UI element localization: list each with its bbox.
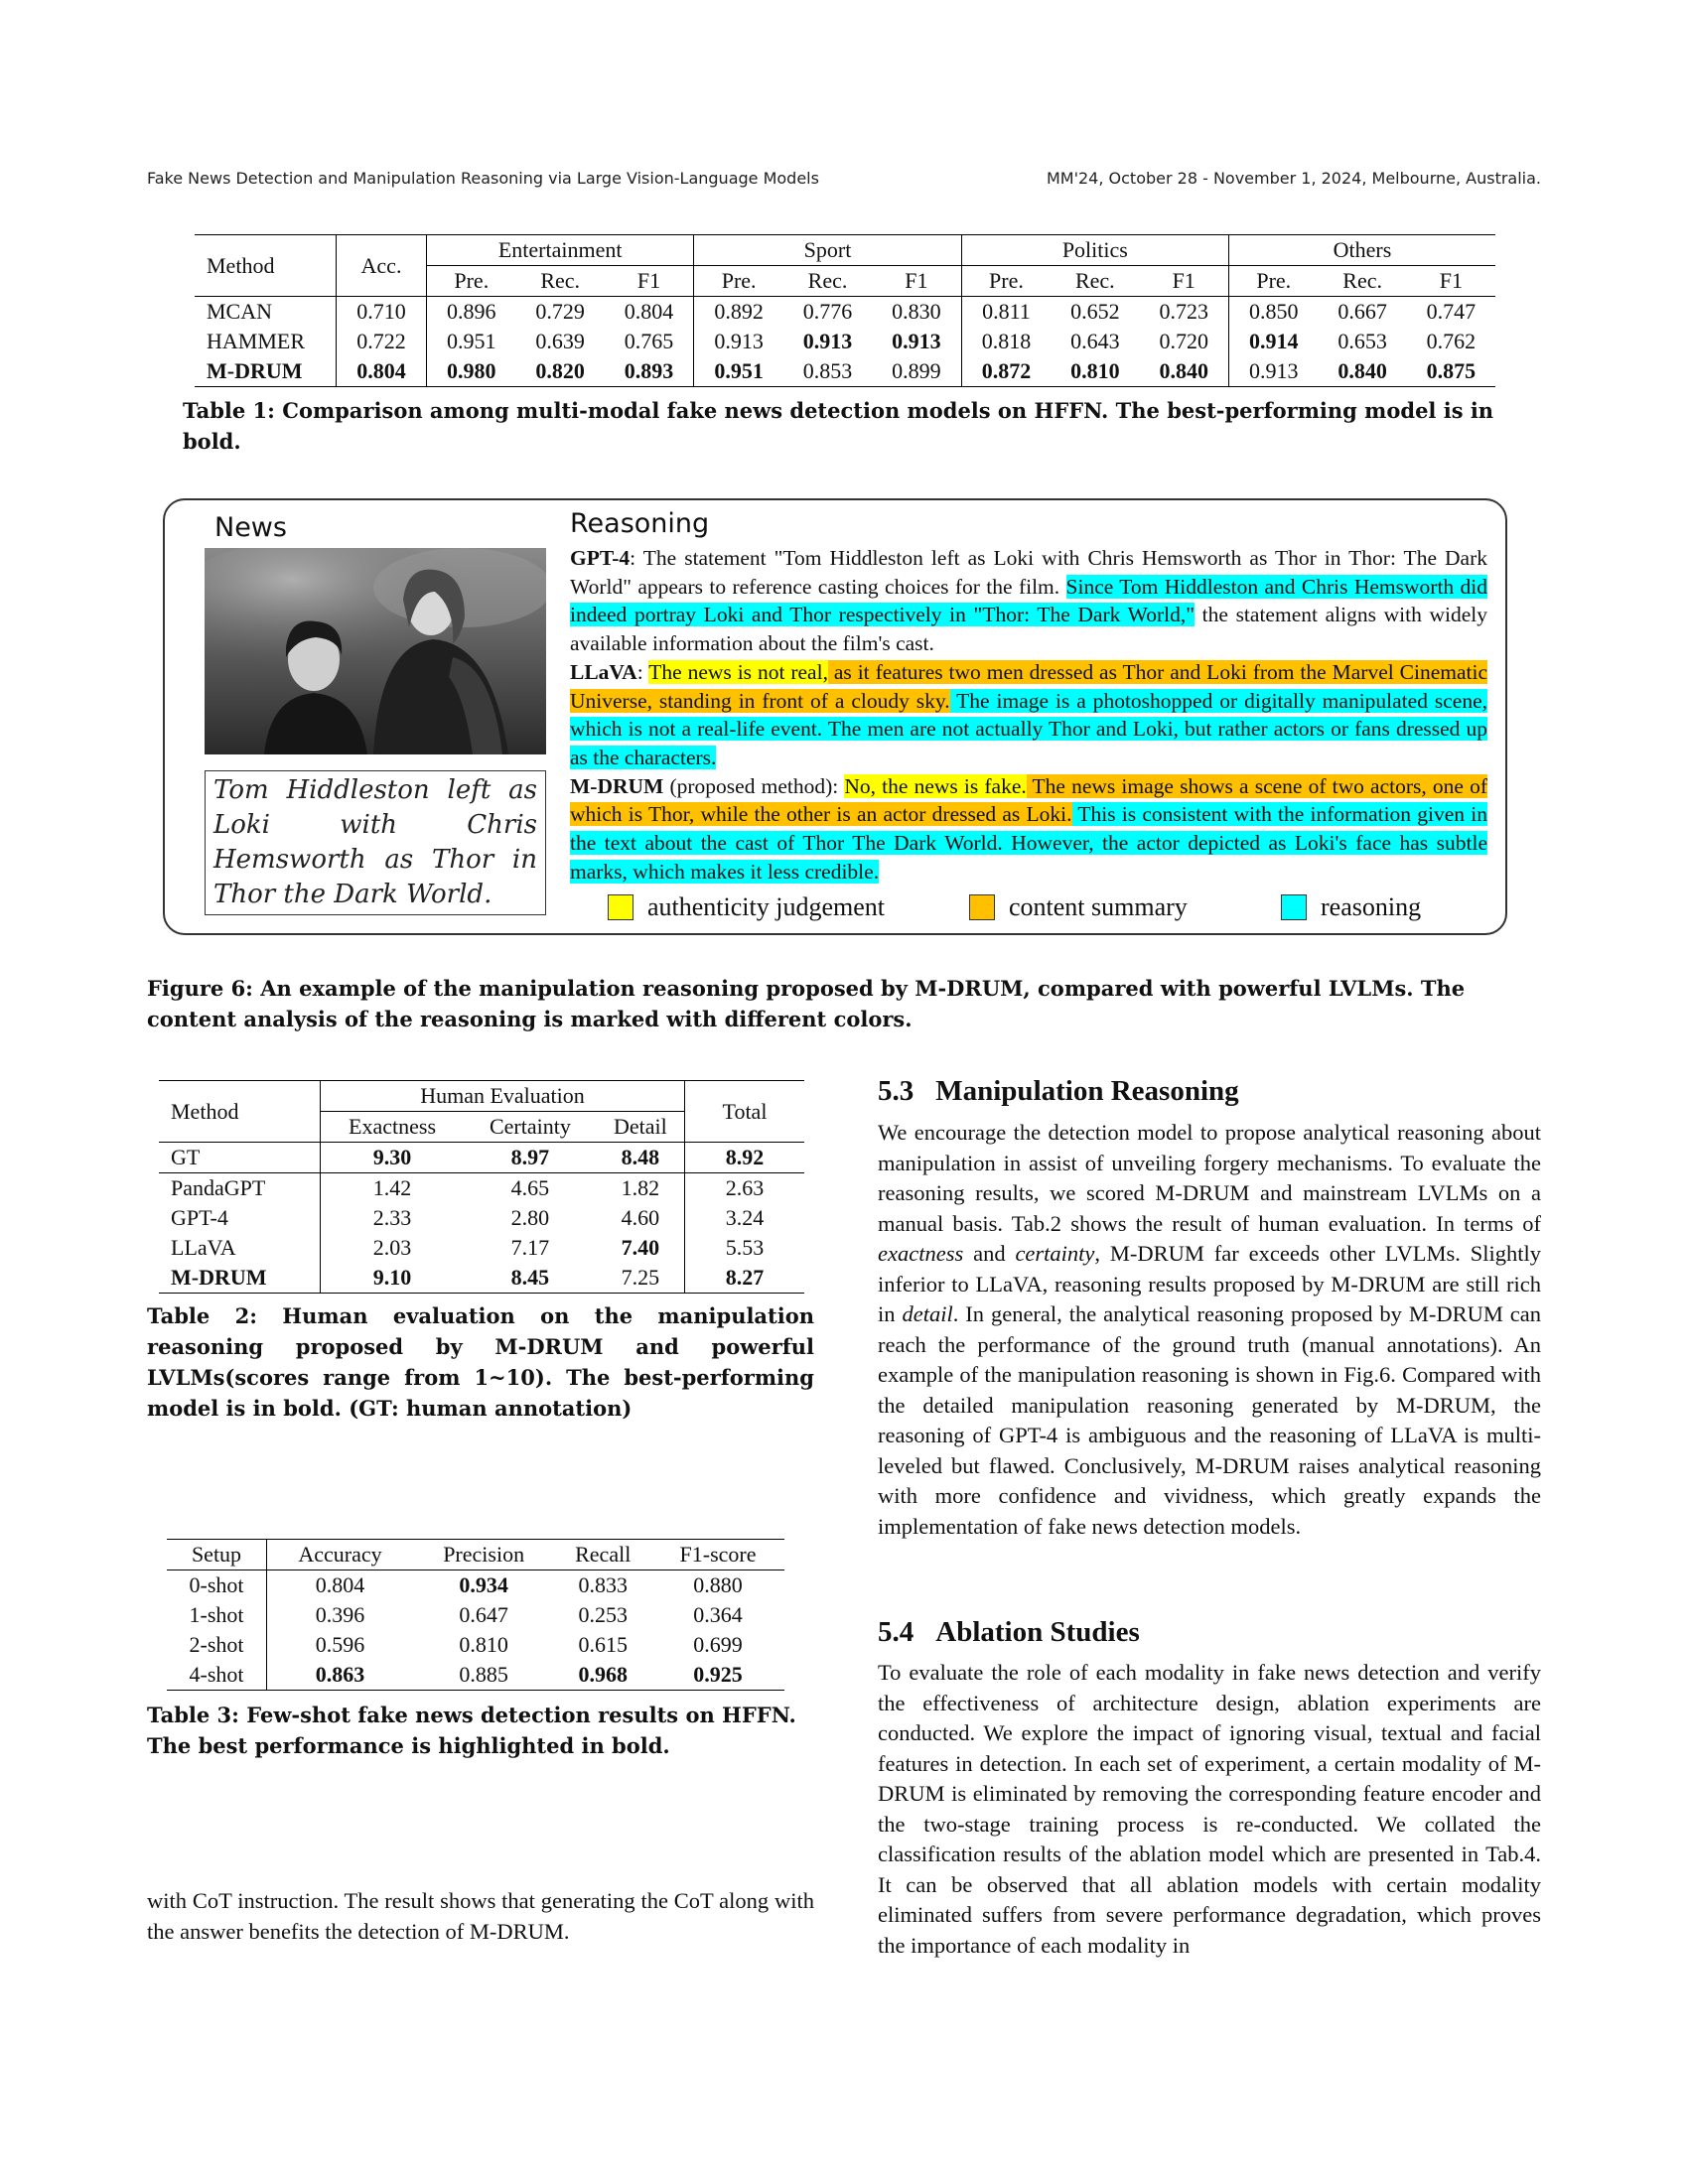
t1-cell: 0.776 xyxy=(783,297,872,328)
t2-row-method: PandaGPT xyxy=(159,1173,321,1204)
t3-cell: 0.925 xyxy=(651,1660,784,1691)
t1-header-method: Method xyxy=(195,235,337,297)
table-row xyxy=(195,297,1495,328)
t2-cell: 8.92 xyxy=(685,1143,805,1173)
t3-cell: 0.615 xyxy=(578,1632,628,1657)
t1-cell: 0.723 xyxy=(1139,297,1228,328)
table-row xyxy=(159,1203,804,1233)
left-column-paragraph: with CoT instruction. The result shows that generating the CoT along with the answer benefits the detection of M-DRUM. xyxy=(147,1888,814,1944)
t1-cell: 0.840 xyxy=(1319,356,1407,387)
text-run: and xyxy=(963,1241,1016,1266)
figure-6-caption: Figure 6: An example of the manipulation reasoning proposed by M-DRUM, compared with powerful LVLMs. The content analysis of the reasoning is marked with different colors. xyxy=(147,976,1466,1031)
t1-cell: 0.643 xyxy=(1070,329,1120,353)
t1-sub-rec: Rec. xyxy=(1074,268,1115,293)
t3-cell: 0.364 xyxy=(693,1602,743,1627)
t3-setup: 2-shot xyxy=(167,1630,267,1660)
t1-sub-pre: Pre. xyxy=(721,268,757,293)
mdrum-authenticity-highlight: No, the news is fake. xyxy=(844,773,1027,798)
t2-cell: 7.17 xyxy=(510,1235,550,1260)
t2-sub: Certainty xyxy=(489,1114,571,1139)
table-row xyxy=(159,1173,804,1204)
t1-cell: 0.914 xyxy=(1249,329,1299,353)
legend-label: authenticity judgement xyxy=(647,892,885,921)
mdrum-reasoning xyxy=(570,772,1487,887)
t1-cell: 0.896 xyxy=(427,297,516,328)
cyan-swatch-icon xyxy=(1281,894,1307,920)
t1-cell: 0.980 xyxy=(427,356,516,387)
t3-cell: 0.863 xyxy=(267,1660,413,1691)
t2-cell: 8.97 xyxy=(464,1143,597,1173)
t1-cell: 0.951 xyxy=(694,356,783,387)
t1-cell: 0.899 xyxy=(872,356,961,387)
t1-sub-rec: Rec. xyxy=(1342,268,1382,293)
t2-header-total: Total xyxy=(685,1081,805,1143)
reasoning-heading: Reasoning xyxy=(570,508,710,539)
t2-group-human-eval: Human Evaluation xyxy=(321,1081,685,1112)
news-photo xyxy=(205,548,546,754)
t1-cell: 0.818 xyxy=(981,329,1032,353)
t1-sub-rec: Rec. xyxy=(807,268,848,293)
running-header-venue: MM'24, October 28 - November 1, 2024, Melbourne, Australia. xyxy=(1046,169,1541,188)
reasoning-text xyxy=(570,544,1487,886)
t1-cell: 0.840 xyxy=(1139,356,1228,387)
t3-header: Precision xyxy=(413,1540,554,1570)
t1-cell: 0.722 xyxy=(337,327,427,356)
t1-sub-f1: F1 xyxy=(1439,268,1463,293)
t1-cell: 0.951 xyxy=(447,329,496,353)
section-5-4-heading xyxy=(878,1616,1140,1649)
t3-cell: 0.934 xyxy=(413,1570,554,1601)
t1-group-entertainment: Entertainment xyxy=(427,235,694,266)
t2-sub: Detail xyxy=(597,1112,685,1143)
t1-cell: 0.913 xyxy=(802,329,853,353)
t1-row-method: HAMMER xyxy=(195,327,337,356)
emphasis: certainty xyxy=(1015,1241,1095,1266)
mdrum-label: M-DRUM xyxy=(570,773,664,798)
news-photo-image xyxy=(205,548,546,754)
t1-header-acc: Acc. xyxy=(337,235,427,297)
t2-header-method: Method xyxy=(159,1081,321,1143)
t1-sub-pre: Pre. xyxy=(989,268,1024,293)
t1-group-sport: Sport xyxy=(694,235,961,266)
llava-label: LLaVA xyxy=(570,659,637,684)
t3-cell: 0.253 xyxy=(578,1602,628,1627)
t2-cell: 4.65 xyxy=(464,1173,597,1204)
t2-cell: 5.53 xyxy=(725,1235,765,1260)
t1-sub-pre: Pre. xyxy=(454,268,490,293)
section-number: 5.4 xyxy=(878,1616,914,1648)
legend-content xyxy=(969,892,1188,922)
table-2 xyxy=(159,1080,804,1294)
t2-cell: 2.63 xyxy=(685,1173,805,1204)
t2-cell: 2.03 xyxy=(372,1235,412,1260)
t2-cell: 4.60 xyxy=(597,1203,685,1233)
t3-header: Recall xyxy=(554,1540,651,1570)
t1-cell: 0.875 xyxy=(1407,356,1495,387)
t1-cell: 0.913 xyxy=(714,329,764,353)
section-title: Ablation Studies xyxy=(935,1616,1140,1648)
t2-cell: 1.42 xyxy=(321,1173,465,1204)
legend-label: reasoning xyxy=(1321,892,1422,921)
legend-authenticity xyxy=(608,892,885,922)
t2-cell: 8.27 xyxy=(685,1263,805,1294)
figure-6 xyxy=(163,498,1507,935)
t3-cell: 0.804 xyxy=(267,1570,413,1601)
t3-cell: 0.396 xyxy=(315,1602,365,1627)
emphasis: detail xyxy=(902,1301,953,1326)
t1-cell: 0.913 xyxy=(872,327,961,356)
t1-row-method: MCAN xyxy=(195,297,337,328)
t2-row-method: LLaVA xyxy=(159,1233,321,1263)
section-5-3-paragraph xyxy=(878,1118,1541,1542)
t1-cell: 0.747 xyxy=(1407,297,1495,328)
t3-cell: 0.968 xyxy=(554,1660,651,1691)
t3-cell: 0.810 xyxy=(459,1632,508,1657)
llava-reasoning xyxy=(570,658,1487,772)
table-2-caption: Table 2: Human evaluation on the manipulation reasoning proposed by M-DRUM and powerful LVLMs(scores range from 1~10). The best-performing model is in bold. (GT: human annotation) xyxy=(147,1303,814,1421)
text-run: , M-DRUM far exceeds other LVLMs. Slightly inferior to LLaVA, reasoning results proposed by M-DRUM are still rich in xyxy=(878,1241,1541,1326)
table-row xyxy=(167,1660,784,1691)
emphasis: exactness xyxy=(878,1241,964,1266)
table-1 xyxy=(195,234,1495,387)
t3-cell: 0.880 xyxy=(651,1570,784,1601)
llava-summary-highlight: as it features two men dressed as Thor and Loki from the Marvel Cinematic Universe, standing in front of a cloudy sky. xyxy=(570,659,1487,713)
table-row xyxy=(167,1570,784,1601)
gpt4-label: GPT-4 xyxy=(570,546,631,570)
t1-sub-f1: F1 xyxy=(1139,266,1228,297)
table-row xyxy=(167,1630,784,1660)
orange-swatch-icon xyxy=(969,894,995,920)
llava-reasoning-highlight: The image is a photoshopped or digitally manipulated scene, which is not a real-life event. The men are not actually Thor and Loki, but rather actors or fans dressed up as the characters. xyxy=(570,688,1487,769)
t1-cell: 0.810 xyxy=(1051,356,1139,387)
t3-setup: 0-shot xyxy=(167,1570,267,1601)
t1-cell: 0.729 xyxy=(516,297,605,328)
table-row xyxy=(159,1233,804,1263)
text-run: We encourage the detection model to propose analytical reasoning about manipulation in assist of unveiling forgery mechanisms. To evaluate the reasoning results, we scored M-DRUM and mainstream LVLMs on a manual basis. Tab.2 shows the result of human evaluation. In terms of xyxy=(878,1120,1541,1236)
table-1-caption: Table 1: Comparison among multi-modal fake news detection models on HFFN. The best-performing model is in bold. xyxy=(183,398,1494,454)
t2-cell: 9.10 xyxy=(321,1263,465,1294)
t1-cell: 0.804 xyxy=(337,356,427,387)
t1-cell: 0.853 xyxy=(783,356,872,387)
table-row xyxy=(159,1143,804,1173)
t2-row-method: M-DRUM xyxy=(159,1263,321,1294)
t1-cell: 0.667 xyxy=(1319,297,1407,328)
t3-header: Setup xyxy=(167,1540,267,1570)
t2-cell: 7.40 xyxy=(597,1233,685,1263)
section-5-4-paragraph: To evaluate the role of each modality in fake news detection and verify the effectiveness of architecture design, ablation experiments are conducted. We explore the impact of ignoring visual, textual and facial features in detection. In each set of experiment, a certain modality of M-DRUM is eliminated by removing the corresponding feature encoder and the two-stage training process is re-conducted. We collated the classification results of the ablation model which are presented in Tab.4. It can be observed that all ablation models with certain modality eliminated suffers from severe performance degradation, which proves the importance of each modality in xyxy=(878,1660,1541,1958)
t1-cell: 0.913 xyxy=(1228,356,1318,387)
t1-group-politics: Politics xyxy=(961,235,1228,266)
t3-cell: 0.647 xyxy=(459,1602,508,1627)
gpt4-plain: : The statement "Tom Hiddleston left as Loki with Chris Hemsworth as Thor in Thor: The Dark World" appears to reference casting choices for the film. xyxy=(570,546,1487,599)
t1-cell: 0.720 xyxy=(1139,327,1228,356)
t1-cell: 0.820 xyxy=(516,356,605,387)
text-run: . In general, the analytical reasoning proposed by M-DRUM can reach the performance of the ground truth (manual annotations). An example of the manipulation reasoning is shown in Fig.6. Compared with the detailed manipulation reasoning generated by M-DRUM, the reasoning of GPT-4 is ambiguous and the reasoning of LLaVA is multi-leveled but flawed. Conclusively, M-DRUM raises analytical reasoning with more confidence and vividness, which greatly expands the implementation of fake news detection models. xyxy=(878,1301,1541,1539)
t1-cell: 0.893 xyxy=(605,356,694,387)
legend-label: content summary xyxy=(1009,892,1188,921)
t3-cell: 0.596 xyxy=(315,1632,365,1657)
t2-row-method: GT xyxy=(159,1143,321,1173)
t1-sub-f1: F1 xyxy=(605,266,694,297)
table-row xyxy=(195,327,1495,356)
section-5-3-heading xyxy=(878,1075,1239,1108)
t1-cell: 0.652 xyxy=(1051,297,1139,328)
section-title: Manipulation Reasoning xyxy=(935,1075,1239,1107)
t1-cell: 0.762 xyxy=(1426,329,1477,353)
table-3-caption: Table 3: Few-shot fake news detection results on HFFN. The best performance is highlighted in bold. xyxy=(147,1703,796,1758)
mdrum-summary-highlight: The news image shows a scene of two actors, one of which is Thor, while the other is an actor dressed as Loki. xyxy=(570,773,1487,827)
t3-cell: 0.699 xyxy=(693,1632,743,1657)
t1-sub-pre: Pre. xyxy=(1256,268,1292,293)
running-header-title: Fake News Detection and Manipulation Reasoning via Large Vision-Language Models xyxy=(147,169,819,188)
news-text: Tom Hiddleston left as Loki with Chris Hemsworth as Thor in Thor the Dark World. xyxy=(205,770,546,915)
gpt4-reasoning-highlight: Since Tom Hiddleston and Chris Hemsworth did indeed portray Loki and Thor respectively in "Thor: The Dark World," xyxy=(570,574,1488,627)
t2-cell: 3.24 xyxy=(725,1205,765,1230)
table-row xyxy=(167,1600,784,1630)
t1-sub-f1: F1 xyxy=(872,266,961,297)
t2-cell: 2.33 xyxy=(372,1205,412,1230)
t1-cell: 0.892 xyxy=(694,297,783,328)
t2-cell: 8.48 xyxy=(597,1143,685,1173)
news-heading: News xyxy=(214,512,287,543)
t2-sub: Exactness xyxy=(349,1114,436,1139)
mdrum-note: (proposed method): xyxy=(663,773,845,798)
t1-group-others: Others xyxy=(1228,235,1495,266)
t3-setup: 1-shot xyxy=(167,1600,267,1630)
t1-cell: 0.710 xyxy=(337,297,427,328)
t2-row-method: GPT-4 xyxy=(159,1203,321,1233)
t2-cell: 9.30 xyxy=(321,1143,465,1173)
t1-cell: 0.639 xyxy=(535,329,585,353)
t2-cell: 2.80 xyxy=(510,1205,550,1230)
gpt4-tail: the statement aligns with widely available information about the film's cast. xyxy=(570,603,1487,656)
table-3 xyxy=(167,1539,784,1691)
t1-cell: 0.811 xyxy=(961,297,1051,328)
t1-cell: 0.804 xyxy=(605,297,694,328)
yellow-swatch-icon xyxy=(608,894,633,920)
table-row xyxy=(195,356,1495,387)
t1-cell: 0.850 xyxy=(1228,297,1318,328)
gpt4-reasoning xyxy=(570,544,1487,658)
t3-cell: 0.885 xyxy=(413,1660,554,1691)
t2-cell: 8.45 xyxy=(464,1263,597,1294)
t1-sub-rec: Rec. xyxy=(540,268,581,293)
t1-row-method: M-DRUM xyxy=(195,356,337,387)
t2-cell: 1.82 xyxy=(597,1173,685,1204)
t2-cell: 7.25 xyxy=(597,1263,685,1294)
t1-cell: 0.830 xyxy=(872,297,961,328)
t3-header: Accuracy xyxy=(267,1540,413,1570)
llava-authenticity-highlight: The news is not real, xyxy=(648,659,828,684)
t3-cell: 0.833 xyxy=(554,1570,651,1601)
legend-reasoning xyxy=(1281,892,1421,922)
mdrum-reasoning-highlight: This is consistent with the information given in the text about the cast of Thor The Dark World. However, the actor depicted as Loki's face has subtle marks, which makes it less credible. xyxy=(570,802,1488,884)
t1-cell: 0.872 xyxy=(961,356,1051,387)
t3-setup: 4-shot xyxy=(167,1660,267,1691)
t1-cell: 0.653 xyxy=(1337,329,1387,353)
t1-cell: 0.765 xyxy=(605,327,694,356)
colon: : xyxy=(636,659,649,684)
section-number: 5.3 xyxy=(878,1075,914,1107)
t3-header: F1-score xyxy=(651,1540,784,1570)
table-row xyxy=(159,1263,804,1294)
